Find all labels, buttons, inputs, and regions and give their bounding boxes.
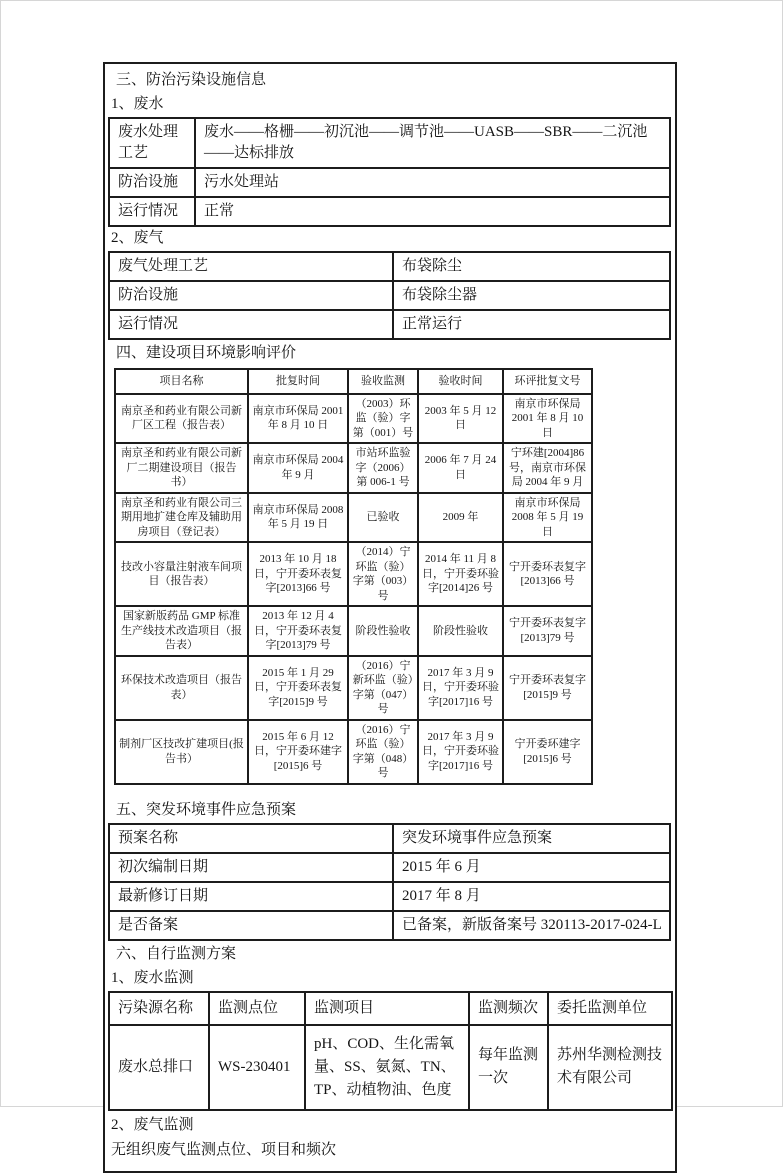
table-row: [115, 493, 592, 543]
table-row: [115, 443, 592, 493]
cell-eia-doc-number: 宁开委环表复字[2015]9 号: [503, 656, 592, 720]
column-header: 验收时间: [418, 369, 503, 394]
cell-approval-time: 2015 年 1 月 29 日，宁开委环表复字[2015]9 号: [248, 656, 348, 720]
cell-monitoring-frequency: 每年监测一次: [469, 1025, 548, 1110]
cell-eia-doc-number: 宁环建[2004]86 号，南京市环保局 2004 年 9 月: [503, 443, 592, 493]
row-label: 最新修订日期: [109, 882, 393, 911]
cell-project-name: 南京圣和药业有限公司新厂二期建设项目（报告书）: [115, 443, 248, 493]
row-label: 运行情况: [109, 197, 195, 226]
cell-acceptance-time: 2017 年 3 月 9 日，宁开委环验字[2017]16 号: [418, 720, 503, 784]
table-row: [109, 197, 670, 226]
section4-title: 四、建设项目环境影响评价: [116, 345, 297, 361]
row-label: 运行情况: [109, 310, 393, 339]
table-row: [109, 281, 670, 310]
section5-title: 五、突发环境事件应急预案: [116, 801, 297, 818]
table-row: [115, 720, 592, 784]
column-header: 监测点位: [209, 992, 305, 1025]
cell-project-name: 环保技术改造项目（报告表）: [115, 656, 248, 720]
table-header-row: [115, 369, 592, 394]
column-header: 批复时间: [248, 369, 348, 394]
row-value: 2017 年 8 月: [393, 882, 670, 911]
column-header: 环评批复文号: [503, 369, 592, 394]
row-label: 废气处理工艺: [109, 252, 393, 281]
table-row: [109, 252, 670, 281]
cell-acceptance-monitoring: 已验收: [348, 493, 418, 543]
cell-acceptance-monitoring: （2003）环监（验）字第（001）号: [348, 394, 418, 444]
cell-approval-time: 2015 年 6 月 12 日，宁开委环建字[2015]6 号: [248, 720, 348, 784]
table-row: [109, 853, 670, 882]
table-row: [109, 911, 670, 940]
table-row: [109, 824, 670, 853]
table-row: [115, 542, 592, 606]
cell-acceptance-time: 2006 年 7 月 24 日: [418, 443, 503, 493]
row-label: 预案名称: [109, 824, 393, 853]
column-header: 监测频次: [469, 992, 548, 1025]
row-value: 已备案，新版备案号 320113-2017-024-L: [393, 911, 670, 940]
cell-approval-time: 南京市环保局 2001 年 8 月 10 日: [248, 394, 348, 444]
row-value: 布袋除尘器: [393, 281, 670, 310]
cell-acceptance-monitoring: （2016）宁环监（验）字第（048）号: [348, 720, 418, 784]
cell-monitoring-agency: 苏州华测检测技术有限公司: [548, 1025, 672, 1110]
emergency-plan-table: [108, 823, 671, 941]
cell-eia-doc-number: 南京市环保局 2001 年 8 月 10 日: [503, 394, 592, 444]
cell-eia-doc-number: 宁开委环建字[2015]6 号: [503, 720, 592, 784]
table-header-row: [109, 992, 672, 1025]
column-header: 监测项目: [305, 992, 469, 1025]
column-header: 委托监测单位: [548, 992, 672, 1025]
table-row: [109, 168, 670, 197]
row-value: 废水——格栅——初沉池——调节池——UASB——SBR——二沉池——达标排放: [195, 118, 670, 168]
row-value: 正常运行: [393, 310, 670, 339]
cell-eia-doc-number: 宁开委环表复字[2013]79 号: [503, 606, 592, 656]
section6-wastewater-subtitle: 1、废水监测: [111, 969, 194, 986]
cell-acceptance-monitoring: （2014）宁环监（验）字第（003）号: [348, 542, 418, 606]
cell-project-name: 南京圣和药业有限公司新厂区工程（报告表）: [115, 394, 248, 444]
section3-title: 三、防治污染设施信息: [116, 72, 267, 88]
cell-approval-time: 2013 年 10 月 18 日，宁开委环表复字[2013]66 号: [248, 542, 348, 606]
cell-approval-time: 南京市环保局 2008 年 5 月 19 日: [248, 493, 348, 543]
table-row: [109, 118, 670, 168]
wastewater-facility-table: [108, 117, 671, 227]
cell-acceptance-time: 阶段性验收: [418, 606, 503, 656]
table-row: [115, 656, 592, 720]
section6-title: 六、自行监测方案: [116, 945, 237, 962]
section3-wastewater-subtitle: 1、废水: [111, 96, 164, 112]
row-value: 正常: [195, 197, 670, 226]
gas-facility-table: [108, 251, 671, 340]
column-header: 污染源名称: [109, 992, 209, 1025]
cell-acceptance-monitoring: 市站环监验字（2006）第 006-1 号: [348, 443, 418, 493]
cell-acceptance-time: 2009 年: [418, 493, 503, 543]
row-label: 防治设施: [109, 281, 393, 310]
cell-project-name: 技改小容量注射液车间项目（报告表）: [115, 542, 248, 606]
row-value: 污水处理站: [195, 168, 670, 197]
row-label: 初次编制日期: [109, 853, 393, 882]
table-row: [109, 1025, 672, 1110]
cell-project-name: 制剂厂区技改扩建项目(报告书）: [115, 720, 248, 784]
row-label: 是否备案: [109, 911, 393, 940]
table-row: [109, 882, 670, 911]
table-row: [115, 394, 592, 444]
cell-pollution-source: 废水总排口: [109, 1025, 209, 1110]
cell-approval-time: 南京市环保局 2004 年 9 月: [248, 443, 348, 493]
row-value: 2015 年 6 月: [393, 853, 670, 882]
cell-approval-time: 2013 年 12 月 4 日，宁开委环表复字[2013]79 号: [248, 606, 348, 656]
report-outer-frame: [103, 62, 677, 1173]
cell-monitoring-point: WS-230401: [209, 1025, 305, 1110]
self-monitoring-table: [108, 991, 673, 1111]
cell-monitoring-items: pH、COD、生化需氧量、SS、氨氮、TN、TP、动植物油、色度: [305, 1025, 469, 1110]
column-header: 验收监测: [348, 369, 418, 394]
section6-gas-note: 无组织废气监测点位、项目和频次: [111, 1141, 337, 1158]
row-value: 突发环境事件应急预案: [393, 824, 670, 853]
row-label: 废水处理工艺: [109, 118, 195, 168]
cell-acceptance-monitoring: 阶段性验收: [348, 606, 418, 656]
section3-gas-subtitle: 2、废气: [111, 230, 164, 246]
table-row: [115, 606, 592, 656]
cell-project-name: 南京圣和药业有限公司三期用地扩建仓库及辅助用房项目（登记表）: [115, 493, 248, 543]
cell-eia-doc-number: 宁开委环表复字[2013]66 号: [503, 542, 592, 606]
column-header: 项目名称: [115, 369, 248, 394]
row-value: 布袋除尘: [393, 252, 670, 281]
cell-acceptance-time: 2003 年 5 月 12 日: [418, 394, 503, 444]
cell-acceptance-time: 2014 年 11 月 8 日，宁开委环验字[2014]26 号: [418, 542, 503, 606]
section6-gas-subtitle: 2、废气监测: [111, 1116, 194, 1133]
cell-eia-doc-number: 南京市环保局 2008 年 5 月 19 日: [503, 493, 592, 543]
cell-project-name: 国家新版药品 GMP 标准生产线技术改造项目（报告表）: [115, 606, 248, 656]
eia-projects-table: [114, 368, 593, 785]
cell-acceptance-time: 2017 年 3 月 9 日，宁开委环验字[2017]16 号: [418, 656, 503, 720]
row-label: 防治设施: [109, 168, 195, 197]
cell-acceptance-monitoring: （2016）宁新环监（验）字第（047）号: [348, 656, 418, 720]
table-row: [109, 310, 670, 339]
